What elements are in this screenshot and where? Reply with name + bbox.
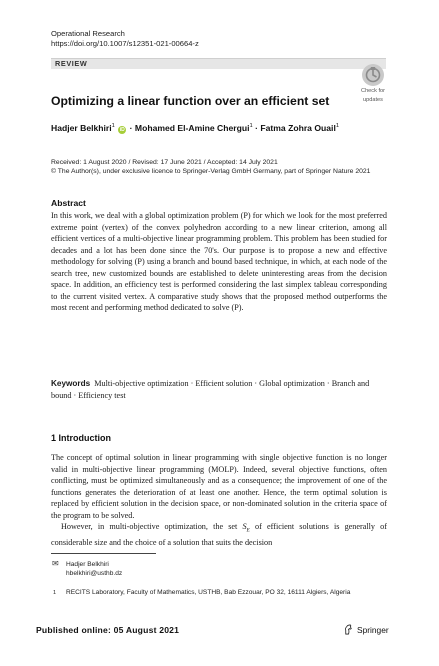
- journal-name: Operational Research: [51, 29, 125, 38]
- author-name[interactable]: Fatma Zohra Ouail: [260, 122, 336, 133]
- corresponding-email[interactable]: hbelkhiri@usthb.dz: [66, 569, 123, 577]
- publisher-name: Springer: [357, 625, 389, 635]
- check-updates-line-2: updates: [363, 96, 383, 103]
- copyright-line: © The Author(s), under exclusive licence to Springer-Verlag GmbH Germany, part of Springer Nature 2021: [51, 168, 371, 176]
- check-updates-icon: [362, 64, 384, 86]
- keywords-text: Multi-objective optimization · Efficient solution · Global optimization · Branch and bound · Efficiency test: [51, 379, 370, 400]
- keywords: [51, 378, 391, 401]
- envelope-icon: ✉: [52, 559, 59, 568]
- author-name[interactable]: Mohamed El-Amine Chergui: [134, 122, 250, 133]
- math-symbol: $S_E$: [242, 522, 250, 534]
- article-history: [51, 158, 370, 176]
- footnote-divider: [51, 553, 156, 554]
- section-bar: [51, 58, 386, 69]
- springer-horse-icon: [343, 624, 354, 635]
- author-list: Hadjer Belkhiri$^1$ iD · Mohamed El-Amine Chergui$^1$ · Fatma Zohra Ouail$^1$: [51, 122, 340, 133]
- dates-line: Received: 1 August 2020 / Revised: 17 June 2021 / Accepted: 14 July 2021: [51, 159, 278, 166]
- doi-link[interactable]: https://doi.org/10.1007/s12351-021-00664-z: [51, 39, 199, 48]
- article-title: Optimizing a linear function over an efficient set: [51, 94, 330, 108]
- corresponding-name: Hadjer Belkhiri: [66, 561, 109, 568]
- orcid-icon[interactable]: iD: [119, 126, 125, 133]
- affiliation-number: 1: [53, 590, 57, 596]
- publisher-logo: [343, 624, 389, 635]
- paragraph: The concept of optimal solution in linear programming with single objective function is no longer valid in multi-objective linear programming (MOLP). Indeed, several objective functions, often conflicting, must be optimized simultaneously and as a consequence; the improvement of one of the functions generates the deterioration of at least one another. Hence, the term optimal solution is replaced by efficient solution in the decision space, or non-dominated solution in the criteria space of the program to be solved.: [51, 453, 387, 520]
- author-name[interactable]: Hadjer Belkhiri: [51, 122, 112, 133]
- check-for-updates-badge[interactable]: [356, 64, 390, 102]
- affiliation-text: RECITS Laboratory, Faculty of Mathematics, USTHB, Bab Ezzouar, PO 32, 16111 Algiers, Algeria: [66, 589, 351, 596]
- abstract-text: In this work, we deal with a global optimization problem (P) for which we look for the most preferred extreme point (vertex) of the convex polyhedron according to a new linear criterion, among all efficient vertices of a multi-objective linear programming problem. This problem has been studied for decades and a lot has been done since the 70's. Our purpose is to propose a new and effective methodology for solving (P) using a branch and bound based technique, in which, at each node of the search tree, new customized bounds are established to delete uninteresting areas from the decision space. In addition, an efficiency test is performed considering the last simplex tableau corresponding to the current visited vertex. A comparative study shows that the proposed method outperforms the most recent and performing method dedicated to solve (P).: [51, 211, 387, 313]
- published-online: Published online: 05 August 2021: [36, 625, 180, 635]
- check-updates-line-1: Check for: [361, 88, 385, 94]
- corresponding-author: [66, 561, 122, 578]
- section-label: REVIEW: [55, 59, 88, 68]
- keywords-label: Keywords: [51, 379, 91, 388]
- journal-header: [51, 29, 199, 49]
- introduction-body: [51, 452, 387, 549]
- section-heading: 1 Introduction: [51, 433, 111, 443]
- abstract-heading: Abstract: [51, 198, 86, 208]
- paragraph: However, in multi-objective optimization, the set $S_E$ of efficient solutions is generally of considerable size and the choice of a solution that suits the decision: [51, 522, 387, 548]
